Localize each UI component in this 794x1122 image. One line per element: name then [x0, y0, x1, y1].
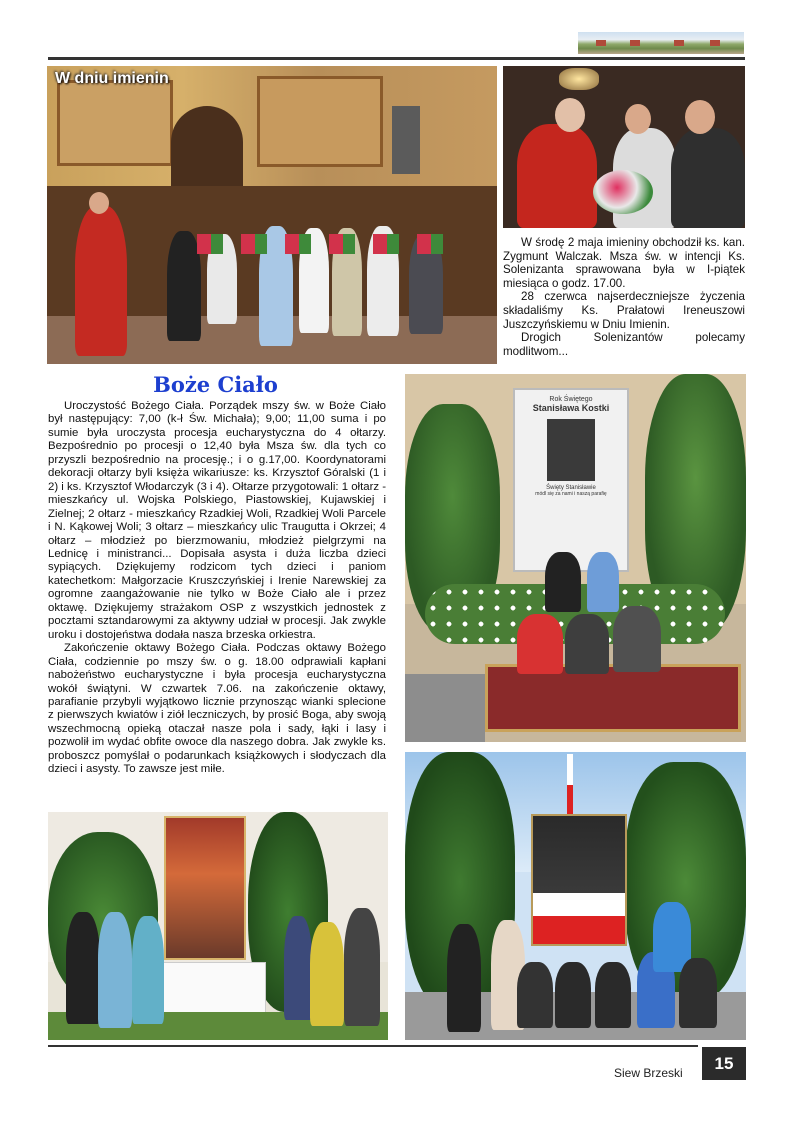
person	[517, 962, 553, 1028]
person	[132, 916, 164, 1024]
banner-line: Rok Świętego	[549, 396, 593, 403]
footer-rule	[48, 1045, 698, 1047]
article-paragraph: Uroczystość Bożego Ciała. Porządek mszy św. w Boże Ciało był następujący: 7,00 (k-ł Św. Michała); 9,00; 11,00 suma i po sumie była uroczysta procesja eucharystyczna do 4 ołtarzy. Bezpośrednio po procesji o 12,40 była Msza św. dla tych co przyszli bezpośrednio na procesję.; i o g.17,00. Koordynatorami dekoracji ołtarzy byli księża wikariusze: ks. Krzysztof Góralski (1 i 2) i ks. Krzysztof Włodarczyk (3 i 4). Ołtarze przygotowali: 1 ołtarz - mieszkańcy ul. Wojska Polskiego, Piastowskiej, Kujawskiej i Zielnej; 2 ołtarz - mieszkańcy Rzadkiej Woli, Rzadkiej Woli Parcele i N. Kąkowej Woli; 3 ołtarz – mieszkańcy ulic Traugutta i Okrzei; 4 ołtarz – młodzież po bierzmowaniu, młodzież pielgrzymi na Lednicę i ministranci... Dopisała asysta i duża liczba dzieci sypiących. Dziękujemy rodzicom tych dzieci i paniom katechetkom: Małgorzacie Kruszczyńskiej i Irenie Narewskiej za ogromne zaangażowanie nie tylko w Boże Ciało ale i przez oktawę. Dziękujemy strażakom OSP z wszystkich jednostek z pocztami sztandarowymi za aktywny udział w procesji. Jak zwykle uroku i dostojeństwa dodała nasza brzeska orkiestra.	[48, 400, 387, 641]
virgin-mary-banner	[531, 814, 627, 946]
page-number: 15	[702, 1047, 746, 1080]
photo-altar-kostka	[405, 374, 746, 742]
corpus-christi-article	[48, 400, 386, 777]
person	[98, 912, 132, 1028]
person	[587, 552, 619, 612]
photo-altar-our-lady	[48, 812, 388, 1040]
banner-line: módl się za nami i naszą parafię	[535, 491, 607, 497]
article-paragraph: Zakończenie oktawy Bożego Ciała. Podczas oktawy Bożego Ciała, codziennie po mszy św. o g. 18.00 odprawiali kapłani nabożeństwo eucharystyczne i była procesja eucharystyczna wokół świątyni. W czwartek 7.06. na zakończenie oktawy, parafianie przybyli wyjątkowo licznie przynosząc wianki splecione z pierwszych kwiatów i ziół leczniczych, by prosić Boga, aby swoją wszechmocną opieką otaczał nasze pola i sady, łąki i lasy i pozwolił im wydać obfite owoce dla naszego dobra. Jak zwykle ks. proboszcz pomyślał o podarunkach książkowych i słodyczach dla dzieci i asysty. To zawsze jest miłe.	[48, 642, 386, 776]
person	[167, 231, 201, 341]
person	[284, 916, 312, 1020]
carpet	[485, 664, 741, 732]
priest-red-vestment	[517, 124, 597, 228]
publication-name: Siew Brzeski	[614, 1066, 683, 1080]
person	[555, 962, 591, 1028]
person	[671, 128, 745, 228]
pavement	[405, 674, 485, 742]
person	[679, 958, 717, 1028]
photo-youth-altar	[405, 752, 746, 1040]
flower-bouquet	[593, 170, 653, 214]
caption-paragraph: W środę 2 maja imieniny obchodził ks. kan. Zygmunt Walczak. Msza św. w intencji Ks. Solenizanta sprawowana była w I-piątek miesiąca o godz. 17.00.	[503, 236, 745, 290]
chandelier	[559, 68, 599, 90]
photo-bouquet-presentation	[503, 66, 745, 228]
head	[555, 98, 585, 132]
flag-pole	[567, 754, 573, 816]
photo-title: W dniu imienin	[55, 70, 169, 87]
person	[565, 614, 609, 674]
photo-name-day-church	[47, 66, 497, 364]
name-day-caption	[503, 236, 745, 358]
person	[595, 962, 631, 1028]
roof-shape	[710, 40, 720, 46]
section-title: Boże Ciało	[153, 372, 278, 397]
banner-line: Święty Stanisławie	[546, 485, 596, 491]
head	[89, 192, 109, 214]
our-lady-banner	[164, 816, 246, 960]
person	[344, 908, 380, 1026]
header-village-image	[578, 32, 744, 54]
person	[517, 614, 563, 674]
saint-portrait	[547, 419, 595, 481]
banner-line: Stanisława Kostki	[532, 403, 610, 413]
flower-bouquets	[197, 234, 457, 254]
head	[685, 100, 715, 134]
roof-shape	[630, 40, 640, 46]
person	[447, 924, 481, 1032]
person	[66, 912, 100, 1024]
caption-paragraph: Drogich Solenizantów polecamy modlitwom...	[503, 331, 745, 358]
person	[545, 552, 581, 612]
roof-shape	[674, 40, 684, 46]
window-grate	[392, 106, 420, 174]
person	[613, 606, 661, 672]
fresco-panel	[57, 80, 173, 166]
roof-shape	[596, 40, 606, 46]
banner-kostka	[513, 388, 629, 572]
fresco-panel	[257, 76, 383, 167]
head	[625, 104, 651, 134]
person	[310, 922, 344, 1026]
header-rule	[48, 57, 745, 60]
priest-red-vestment	[75, 206, 127, 356]
caption-paragraph: 28 czerwca najserdeczniejsze życzenia składaliśmy Ks. Prałatowi Ireneuszowi Juszczyńskiemu w Dniu Imienin.	[503, 290, 745, 331]
